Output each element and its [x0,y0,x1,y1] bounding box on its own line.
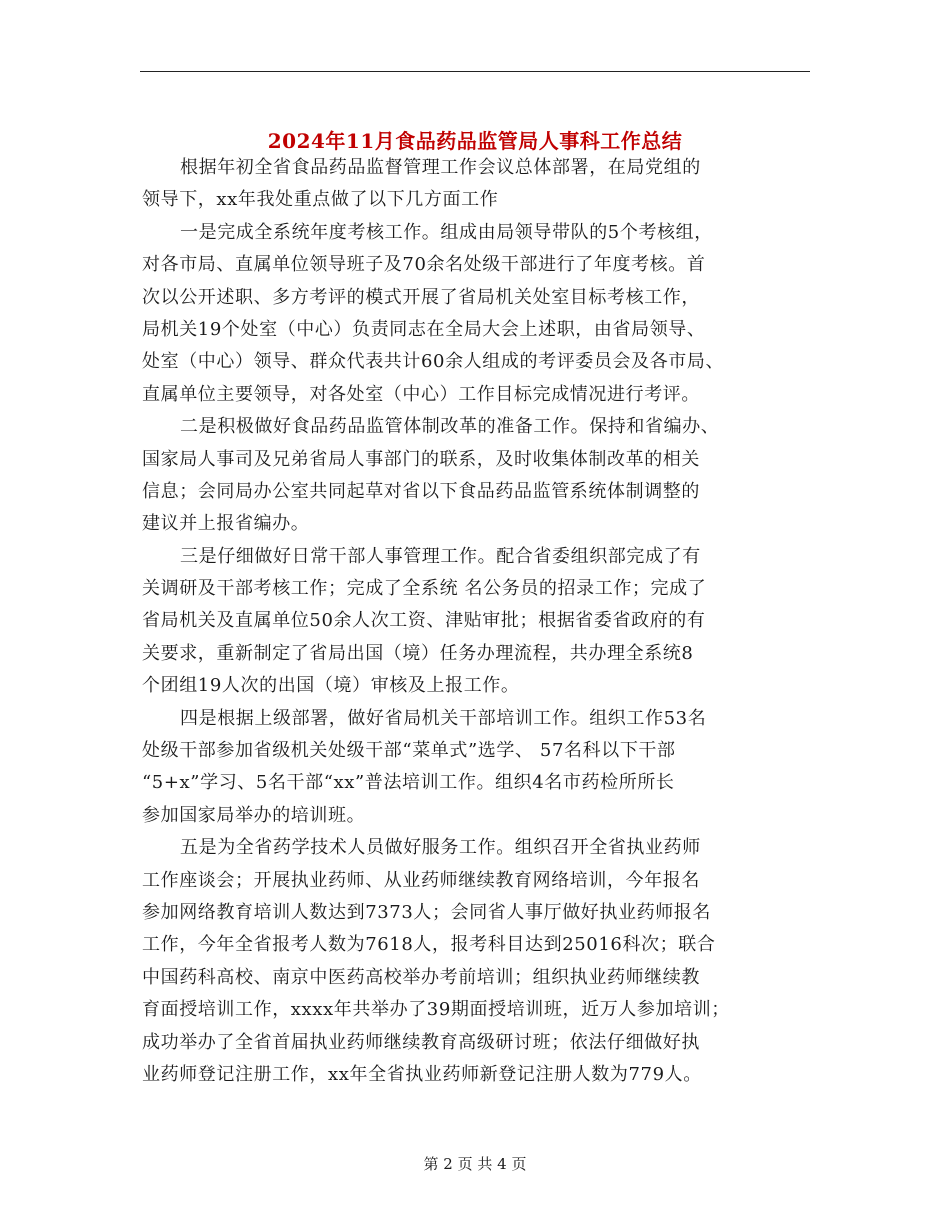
paragraph-first-line: 三是仔细做好日常干部人事管理工作。配合省委组织部完成了有 [180,545,701,567]
header-rule [140,71,810,72]
paragraph-line: 领导下，xx年我处重点做了以下几方面工作 [142,189,499,211]
paragraph-first-line: 五是为全省药学技术人员做好服务工作。组织召开全省执业药师 [180,837,701,859]
paragraph-line: 建议并上报省编办。 [142,513,310,535]
paragraph-line: 关调研及干部考核工作；完成了全系统 名公务员的招录工作；完成了 [142,578,707,600]
paragraph-line: 工作，今年全省报考人数为7618人，报考科目达到25016科次；联合 [142,934,716,956]
paragraph-line: 处室（中心）领导、群众代表共计60余人组成的考评委员会及各市局、 [142,351,725,373]
paragraph-line: 个团组19人次的出国（境）审核及上报工作。 [142,675,520,697]
paragraph-line: 信息；会同局办公室共同起草对省以下食品药品监管系统体制调整的 [142,480,700,502]
paragraph-line: 局机关19个处室（中心）负责同志在全局大会上述职，由省局领导、 [142,318,706,340]
paragraph-line: 次以公开述职、多方考评的模式开展了省局机关处室目标考核工作， [142,286,700,308]
paragraph [142,703,810,833]
document-body [142,152,810,1091]
paragraph-line: 国家局人事司及兄弟省局人事部门的联系，及时收集体制改革的相关 [142,448,700,470]
paragraph-line: 关要求，重新制定了省局出国（境）任务办理流程，共办理全系统8 [142,642,694,664]
paragraph-line: 参加网络教育培训人数达到7373人；会同省人事厅做好执业药师报名 [142,901,712,923]
paragraph-first-line: 一是完成全系统年度考核工作。组成由局领导带队的5个考核组， [180,221,713,243]
paragraph-line: 成功举办了全省首届执业药师继续教育高级研讨班；依法仔细做好执 [142,1031,700,1053]
paragraph-line: 参加国家局举办的培训班。 [142,804,366,826]
paragraph-line: 省局机关及直属单位50余人次工资、津贴审批；根据省委省政府的有 [142,610,706,632]
document-title: 2024年11月食品药品监管局人事科工作总结 [267,129,683,154]
paragraph-first-line: 根据年初全省食品药品监督管理工作会议总体部署，在局党组的 [180,157,701,178]
paragraph [142,152,810,217]
paragraph-first-line: 二是积极做好食品药品监管体制改革的准备工作。保持和省编办、 [180,416,720,438]
paragraph-line: 对各市局、直属单位领导班子及70余名处级干部进行了年度考核。首 [142,254,706,276]
paragraph [142,541,810,703]
paragraph-line: 直属单位主要领导，对各处室（中心）工作目标完成情况进行考评。 [142,383,700,405]
paragraph [142,832,810,1091]
paragraph-line: “5+x”学习、5名干部“xx”普法培训工作。组织4名市药检所所长 [142,772,675,794]
paragraph-line: 育面授培训工作，xxxx年共举办了39期面授培训班，近万人参加培训； [142,999,730,1021]
paragraph [142,411,810,541]
paragraph-line: 中国药科高校、南京中医药高校举办考前培训；组织执业药师继续教 [142,966,700,988]
page-footer: 第 2 页 共 4 页 [423,1155,527,1173]
paragraph [142,217,810,411]
paragraph-first-line: 四是根据上级部署，做好省局机关干部培训工作。组织工作53名 [180,707,707,729]
paragraph-line: 处级干部参加省级机关处级干部“菜单式”选学、 57名科以下干部 [142,740,676,762]
paragraph-line: 工作座谈会；开展执业药师、从业药师继续教育网络培训，今年报名 [142,869,700,891]
paragraph-line: 业药师登记注册工作，xx年全省执业药师新登记注册人数为779人。 [142,1063,702,1085]
